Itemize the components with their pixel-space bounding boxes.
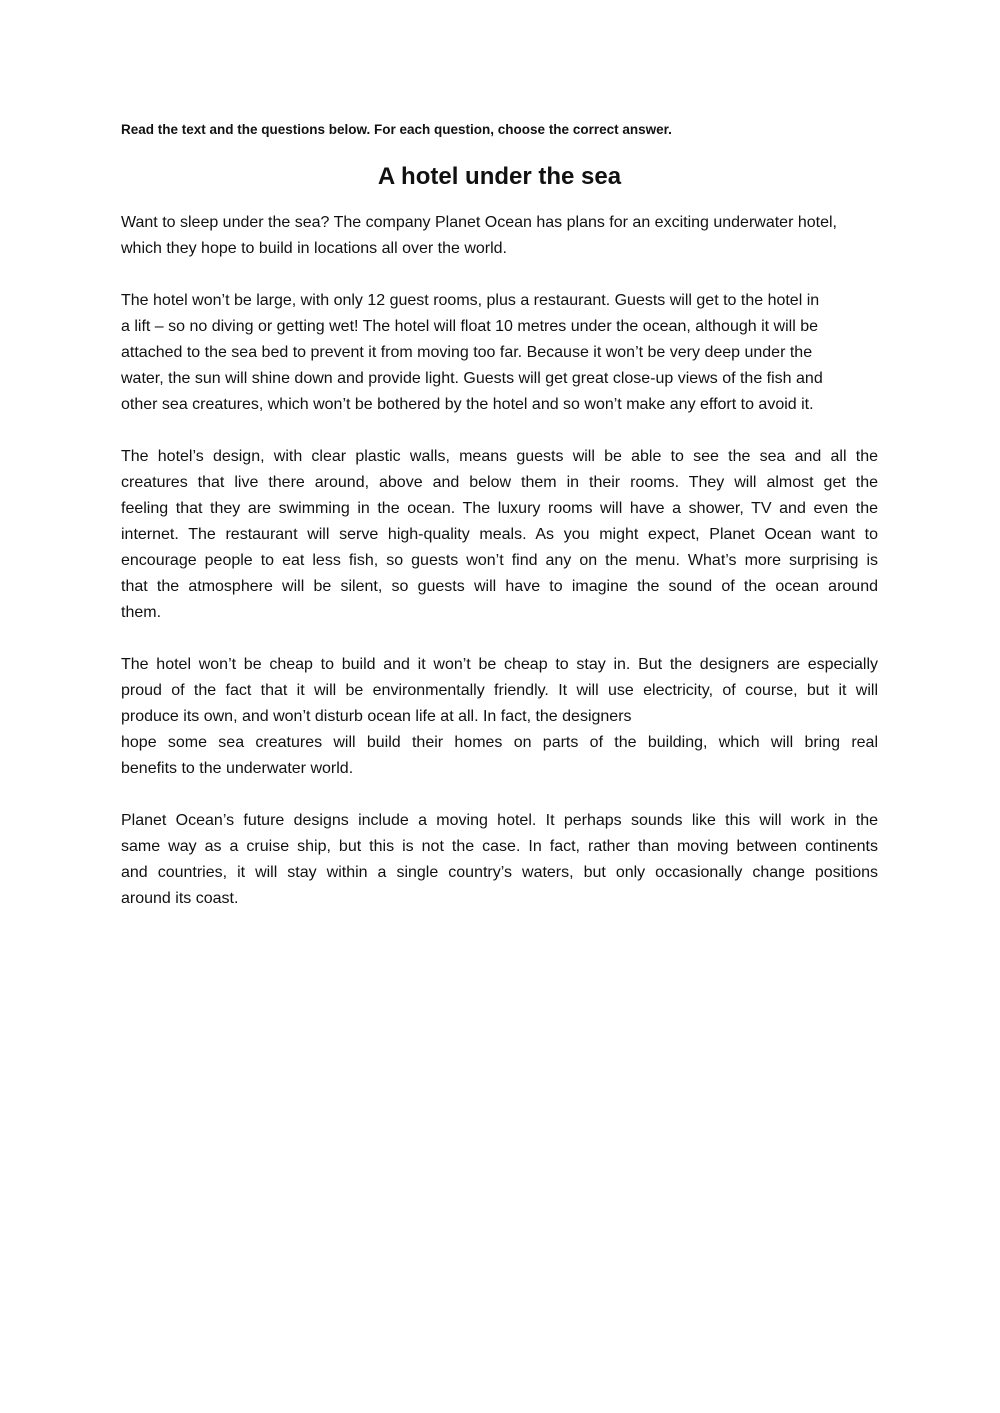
article-paragraph-2 [121, 288, 878, 418]
text-line: produce its own, and won’t disturb ocean life at all. In fact, the designers [121, 708, 632, 725]
text-line: The hotel won’t be large, with only 12 guest rooms, plus a restaurant. Guests will get to the hotel in [121, 292, 820, 309]
text-line: Planet Ocean’s future designs include a moving hotel. It perhaps sounds like this will work in the [121, 812, 878, 829]
text-line: hope some sea creatures will build their homes on parts of the building, which will bring real [121, 734, 878, 751]
article-paragraph-5 [121, 808, 878, 912]
text-line: same way as a cruise ship, but this is not the case. In fact, rather than moving between continents [121, 838, 878, 855]
text-line: a lift – so no diving or getting wet! The hotel will float 10 metres under the ocean, although it will be [121, 318, 818, 335]
text-line: creatures that live there around, above and below them in their rooms. They will almost get the [121, 474, 878, 491]
article-body [121, 210, 878, 912]
text-line: The hotel’s design, with clear plastic walls, means guests will be able to see the sea and all the [121, 448, 878, 465]
text-line: attached to the sea bed to prevent it from moving too far. Because it won’t be very deep under the [121, 344, 813, 361]
text-line: other sea creatures, which won’t be bothered by the hotel and so won’t make any effort to avoid it. [121, 396, 814, 413]
worksheet-page [121, 120, 878, 912]
article-title: A hotel under the sea [377, 163, 622, 190]
text-line: benefits to the underwater world. [121, 760, 354, 777]
text-line: them. [121, 604, 162, 621]
text-line: feeling that they are swimming in the ocean. The luxury rooms will have a shower, TV and even the [121, 500, 878, 517]
text-line: around its coast. [121, 890, 239, 907]
text-line: and countries, it will stay within a single country’s waters, but only occasionally change positions [121, 864, 878, 881]
text-line: Want to sleep under the sea? The company Planet Ocean has plans for an exciting underwater hotel, [121, 214, 837, 231]
text-line: internet. The restaurant will serve high-quality meals. As you might expect, Planet Ocean want to [121, 526, 878, 543]
article-paragraph-3 [121, 444, 878, 626]
article-paragraph-4 [121, 652, 878, 782]
text-line: proud of the fact that it will be environmentally friendly. It will use electricity, of course, but it will [121, 682, 878, 699]
article-paragraph-1 [121, 210, 878, 262]
text-line: encourage people to eat less fish, so guests won’t find any on the menu. What’s more surprising is [121, 552, 878, 569]
instructions-text: Read the text and the questions below. For each question, choose the correct answer. [121, 122, 672, 137]
text-line: water, the sun will shine down and provide light. Guests will get great close-up views of the fish and [121, 370, 823, 387]
text-line: that the atmosphere will be silent, so guests will have to imagine the sound of the ocean around [121, 578, 878, 595]
text-line: which they hope to build in locations all over the world. [121, 240, 507, 257]
text-line: The hotel won’t be cheap to build and it won’t be cheap to stay in. But the designers are especially [121, 656, 878, 673]
